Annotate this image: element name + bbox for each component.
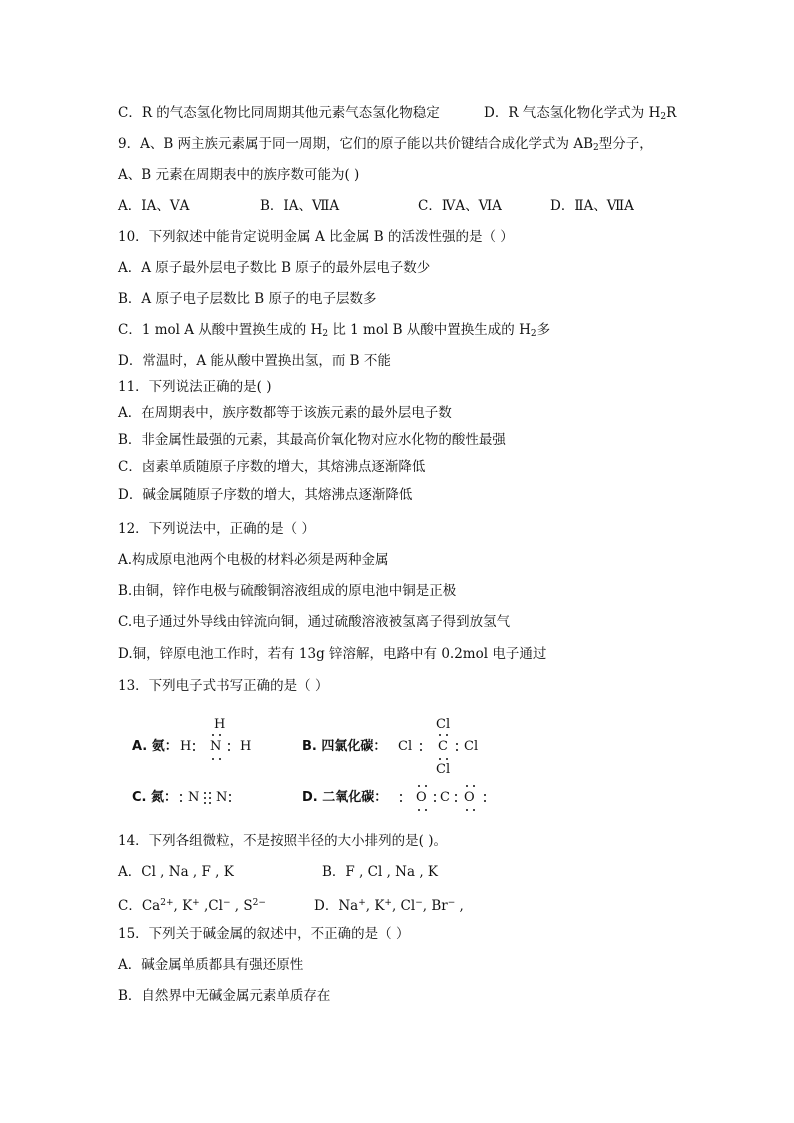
q8d-text: D．R 气态氢化物化学式为 H xyxy=(484,105,661,121)
q14d-t0: D．Na xyxy=(314,898,359,914)
q10-option-b: B．A 原子电子层数比 B 原子的电子层数多 xyxy=(118,291,377,307)
q13d-lone-dot xyxy=(473,809,475,811)
q14c-s2: + xyxy=(192,898,200,908)
q13c-n1: N xyxy=(188,790,200,805)
q13d-lone-dot xyxy=(418,809,420,811)
q14d-s1: + xyxy=(358,898,366,908)
q14d-t2: , Cl xyxy=(391,898,416,914)
q13a-lone-dot xyxy=(219,758,221,760)
q12-option-a: A.构成原电池两个电极的材料必须是两种金属 xyxy=(118,552,389,568)
q13d-bond-dot xyxy=(434,800,436,802)
q13b-bond-dot xyxy=(446,734,448,736)
q13d-lone-dot xyxy=(484,800,486,802)
q13d-bond-dot xyxy=(434,794,436,796)
q13d-o1: O xyxy=(416,790,427,805)
q13d-lone-dot xyxy=(473,785,475,787)
q11-stem: 11．下列说法正确的是( ) xyxy=(118,379,272,395)
q8d-subscript: 2 xyxy=(660,112,667,122)
q11-option-a: A．在周期表中，族序数都等于该族元素的最外层电子数 xyxy=(118,405,452,421)
q13b-cl-left: Cl xyxy=(398,739,413,754)
q13a-label: A. 氨： xyxy=(132,739,178,754)
q14d-s4: − xyxy=(447,898,456,908)
q9-option-d: D．ⅡA、ⅦA xyxy=(550,198,634,214)
q13d-lone-dot xyxy=(400,794,402,796)
q13c-lone-dot xyxy=(229,800,231,802)
q13c-bond-dot xyxy=(209,802,211,804)
q14d-s3: − xyxy=(415,898,423,908)
q10c-part1: C．1 mol A 从酸中置换生成的 H xyxy=(118,322,323,338)
q8-option-c: C．R 的气态氢化物比同周期其他元素气态氢化物稳定 xyxy=(118,105,440,121)
q10-stem: 10．下列叙述中能肯定说明金属 A 比金属 B 的活泼性强的是（ ） xyxy=(118,229,514,245)
q14d-t4: , xyxy=(455,898,464,914)
q14c-t0: C．Ca xyxy=(118,898,161,914)
q13a-lone-dot xyxy=(212,758,214,760)
q12-option-d: D.铜，锌原电池工作时，若有 13g 锌溶解，电路中有 0.2mol 电子通过 xyxy=(118,646,547,662)
q13d-lone-dot xyxy=(400,800,402,802)
q13a-h-left: H xyxy=(180,739,192,754)
q13b-cl-bottom: Cl xyxy=(436,762,451,777)
q14-stem: 14．下列各组微粒，不是按照半径的大小排列的是( )。 xyxy=(118,833,448,849)
q13c-label: C. 氮： xyxy=(132,790,178,805)
q13d-c: C xyxy=(440,790,450,805)
q10c-part2: 比 1 mol B 从酸中置换生成的 H xyxy=(328,322,531,338)
q9-option-c: C．ⅣA、ⅥA xyxy=(418,198,502,214)
q10-option-a: A．A 原子最外层电子数比 B 原子的最外层电子数少 xyxy=(118,260,431,276)
q13a-bond-dot xyxy=(193,749,195,751)
q11-option-c: C．卤素单质随原子序数的增大，其熔沸点逐渐降低 xyxy=(118,459,426,475)
q13d-lone-dot xyxy=(418,785,420,787)
q12-stem: 12．下列说法中，正确的是（ ） xyxy=(118,521,315,537)
q14c-s4: 2− xyxy=(252,898,266,908)
q14d-s2: + xyxy=(384,898,392,908)
q9-subscript: 2 xyxy=(593,143,599,153)
q13b-label: B. 四氯化碳： xyxy=(302,739,387,754)
q13d-label: D. 二氧化碳： xyxy=(302,790,388,805)
q15-option-b: B．自然界中无碱金属元素单质存在 xyxy=(118,988,331,1004)
q14d-t3: , Br xyxy=(422,898,448,914)
q9-option-a: A．ⅠA、ⅤA xyxy=(118,198,190,214)
q13c-lone-dot xyxy=(180,800,182,802)
q9-text: 9．A、B 两主族元素属于同一周期，它们的原子能以共价键结合成化学式为 AB xyxy=(118,136,594,152)
q13a-n: N xyxy=(210,739,222,754)
q13b-bond-dot xyxy=(446,758,448,760)
q13c-bond-dot xyxy=(209,797,211,799)
q13d-lone-dot xyxy=(484,794,486,796)
q13-stem: 13．下列电子式书写正确的是（ ） xyxy=(118,678,329,694)
q13c-bond-dot xyxy=(204,792,206,794)
q10c-part3: 多 xyxy=(536,322,551,338)
q8-option-d xyxy=(484,104,676,126)
q14d-t1: , K xyxy=(365,898,385,914)
q13-electron-formula-figure xyxy=(120,712,520,812)
q14c-s1: 2+ xyxy=(160,898,174,908)
q9-stem xyxy=(118,135,653,157)
q14-option-c xyxy=(118,894,266,915)
q13a-bond-dot xyxy=(228,743,230,745)
q13b-c: C xyxy=(438,739,448,754)
q12-option-b: B.由铜，锌作电极与硫酸铜溶液组成的原电池中铜是正极 xyxy=(118,583,457,599)
q13c-lone-dot xyxy=(229,794,231,796)
q13a-bond-dot xyxy=(212,734,214,736)
q13c-bond-dot xyxy=(204,802,206,804)
q13d-bond-dot xyxy=(455,794,457,796)
q12-option-c: C.电子通过外导线由锌流向铜，通过硫酸溶液被氢离子得到放氢气 xyxy=(118,614,511,630)
q13b-bond-dot xyxy=(456,743,458,745)
q9-option-b: B．ⅠA、ⅦA xyxy=(260,198,340,214)
q13d-lone-dot xyxy=(466,809,468,811)
q8d-end: R xyxy=(666,105,677,121)
q13a-bond-dot xyxy=(193,743,195,745)
q13b-bond-dot xyxy=(439,734,441,736)
q9-end: 型分子， xyxy=(598,136,653,152)
q14c-t2: ,Cl xyxy=(199,898,223,914)
q13c-lone-dot xyxy=(180,794,182,796)
q13b-bond-dot xyxy=(439,758,441,760)
q15-option-a: A．碱金属单质都具有强还原性 xyxy=(118,957,304,973)
q13a-bond-dot xyxy=(219,734,221,736)
q13a-h-top: H xyxy=(214,717,226,732)
q9-stem-continued: A、B 元素在周期表中的族序数可能为( ) xyxy=(118,167,360,183)
q14-option-d xyxy=(314,894,464,915)
q10c-sub2: 2 xyxy=(530,329,537,339)
q14c-t3: , S xyxy=(230,898,253,914)
q10-option-d: D．常温时，A 能从酸中置换出氢，而 B 不能 xyxy=(118,353,391,369)
q13b-cl-top: Cl xyxy=(436,717,451,732)
q14-option-a: A．Cl , Na , F , K xyxy=(118,864,234,880)
q13c-bond-dot xyxy=(204,797,206,799)
q13d-bond-dot xyxy=(455,800,457,802)
q13b-bond-dot xyxy=(456,749,458,751)
q13b-bond-dot xyxy=(420,749,422,751)
q13a-h-right: H xyxy=(240,739,252,754)
q13b-bond-dot xyxy=(420,743,422,745)
q14-option-b: B．F , Cl , Na , K xyxy=(322,864,439,880)
q13d-lone-dot xyxy=(425,809,427,811)
q13b-cl-right: Cl xyxy=(464,739,479,754)
q13d-o2: O xyxy=(464,790,475,805)
q15-stem: 15．下列关于碱金属的叙述中，不正确的是（ ） xyxy=(118,926,410,942)
q11-option-b: B．非金属性最强的元素，其最高价氧化物对应水化物的酸性最强 xyxy=(118,432,506,448)
q10c-sub1: 2 xyxy=(322,329,329,339)
q13d-lone-dot xyxy=(466,785,468,787)
q13c-bond-dot xyxy=(209,792,211,794)
q11-option-d: D．碱金属随原子序数的增大，其熔沸点逐渐降低 xyxy=(118,487,413,503)
q10-option-c xyxy=(118,321,550,343)
q13d-lone-dot xyxy=(425,785,427,787)
q14c-t1: , K xyxy=(173,898,193,914)
q13a-bond-dot xyxy=(228,749,230,751)
q13c-n2: N xyxy=(216,790,228,805)
q14c-s3: − xyxy=(222,898,231,908)
